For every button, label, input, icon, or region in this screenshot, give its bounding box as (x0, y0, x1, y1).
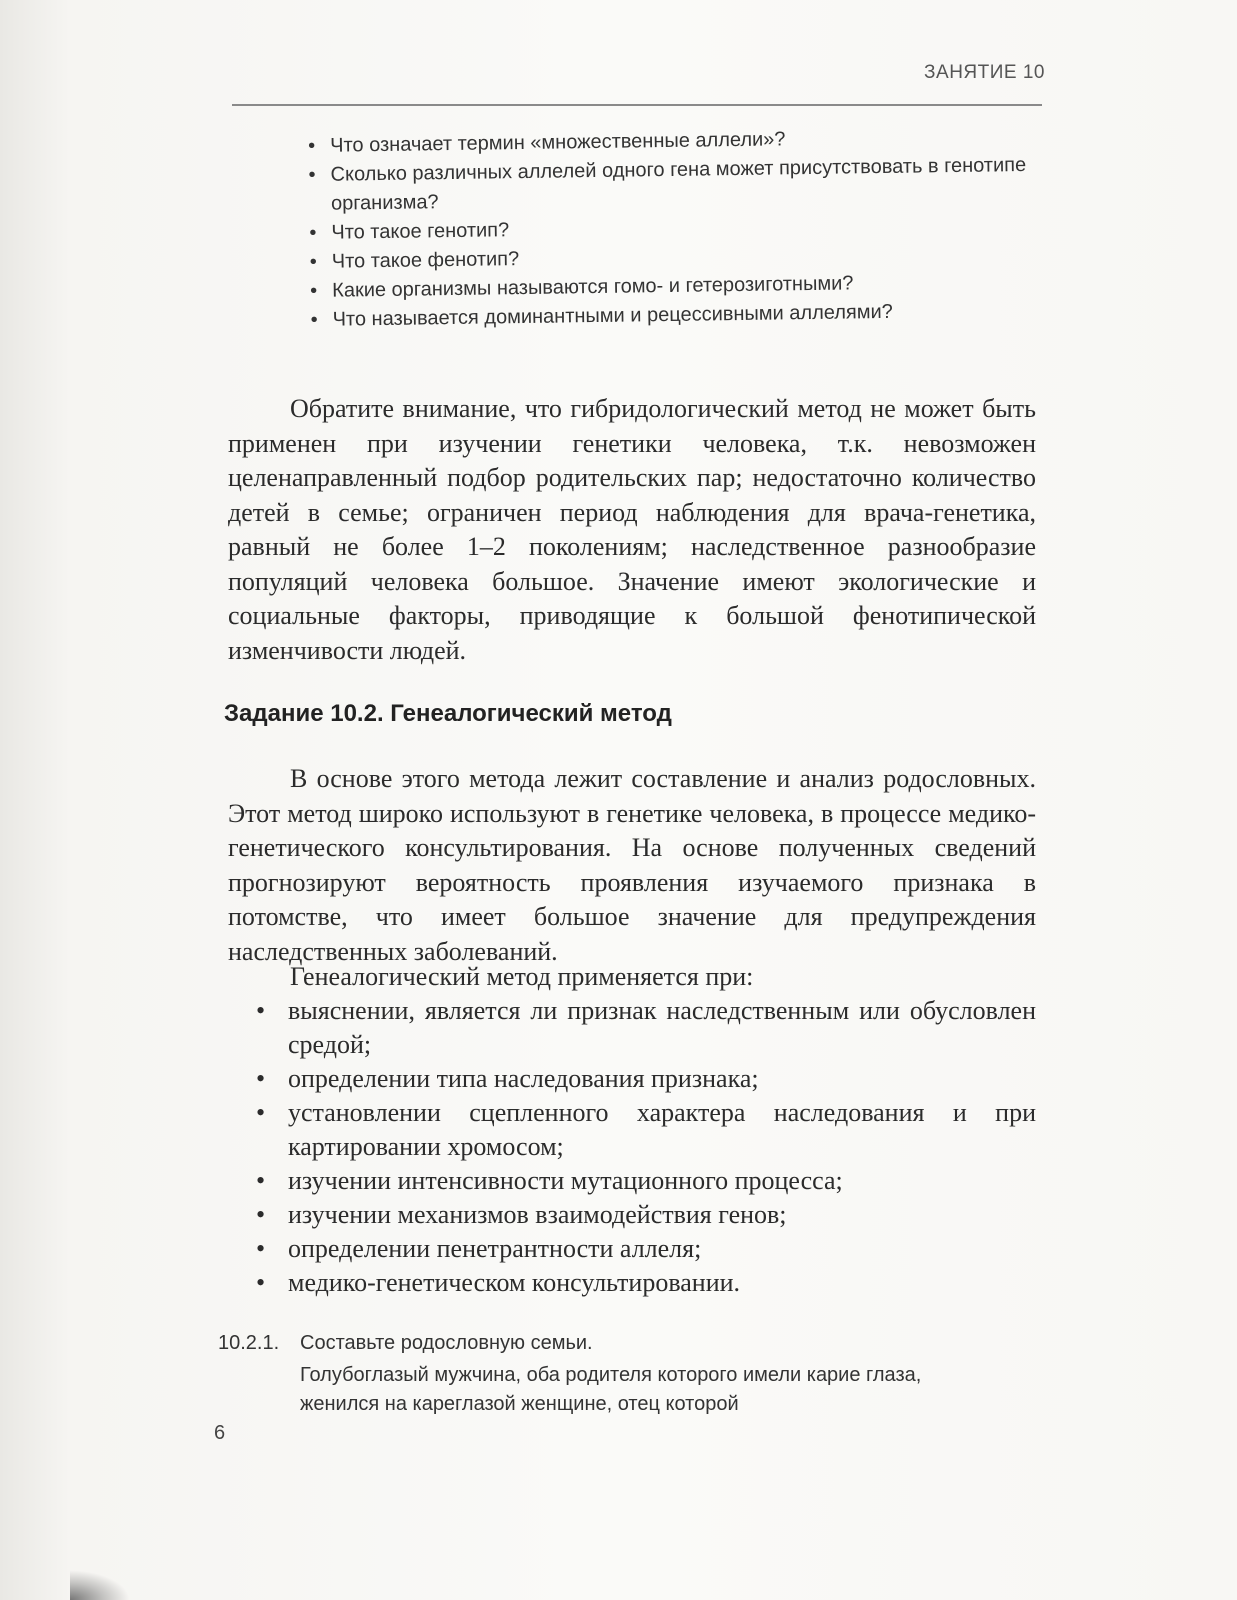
page-number: 6 (214, 1422, 226, 1444)
header-divider (232, 104, 1042, 106)
section-heading: Задание 10.2. Генеалогический метод (224, 700, 672, 727)
application-item: • выяснении, является ли признак наследственным или обусловлен средой; (254, 994, 1036, 1062)
task-number: 10.2.1. (218, 1332, 280, 1354)
application-item: • медико-генетическом консультировании. (254, 1266, 1036, 1300)
question-item: • Что такое фенотип? (310, 238, 1030, 277)
applications-intro: Генеалогический метод применяется при: (290, 962, 754, 991)
task-title: Составьте родословную семьи. (300, 1332, 593, 1354)
application-item: • изучении интенсивности мутационного процесса; (254, 1164, 1036, 1198)
question-item: • Что означает термин «множественные аллели»? (308, 122, 1028, 161)
task-text: Голубоглазый мужчина, оба родителя которого имели карие глаза, женился на кареглазой женщине, отец которой (300, 1364, 922, 1415)
applications-list (254, 994, 1036, 1300)
question-item: • Какие организмы называются гомо- и гетерозиготными? (310, 267, 1030, 306)
running-header: ЗАНЯТИЕ 10 (924, 62, 1045, 83)
note-paragraph: Обратите внимание, что гибридологический метод не может быть применен при изучении генетики человека, т.к. невозможен целенаправленный подбор родительских пар; недостаточно количество детей в семье; ограничен период наблюдения для врача-генетика, равный не более 1–2 поколениям; наследственное разнообразие популяций человека большое. Значение имеют экологические и социальные факторы, приводящие к большой фенотипической изменчивости людей. (228, 394, 1036, 665)
question-item: • Что называется доминантными и рецессивными аллелями? (310, 296, 1030, 335)
method-description-paragraph: В основе этого метода лежит составление и анализ родословных. Этот метод широко используют в генетике человека, в процессе медико-генетического консультирования. На основе полученных сведений прогнозируют вероятность проявления изучаемого признака в потомстве, что имеет большое значение для предупреждения наследственных заболеваний. (228, 764, 1036, 966)
application-item: • определении пенетрантности аллеля; (254, 1232, 1036, 1266)
application-item: • определении типа наследования признака; (254, 1062, 1036, 1096)
application-item: • изучении механизмов взаимодействия генов; (254, 1198, 1036, 1232)
question-item: • Что такое генотип? (309, 209, 1029, 248)
review-questions-list (308, 122, 1031, 335)
page-corner-shadow (70, 1570, 130, 1600)
application-item: • установлении сцепленного характера наследования и при картировании хромосом; (254, 1096, 1036, 1164)
question-item: • Сколько различных аллелей одного гена может присутствовать в генотипе организма? (308, 151, 1029, 219)
